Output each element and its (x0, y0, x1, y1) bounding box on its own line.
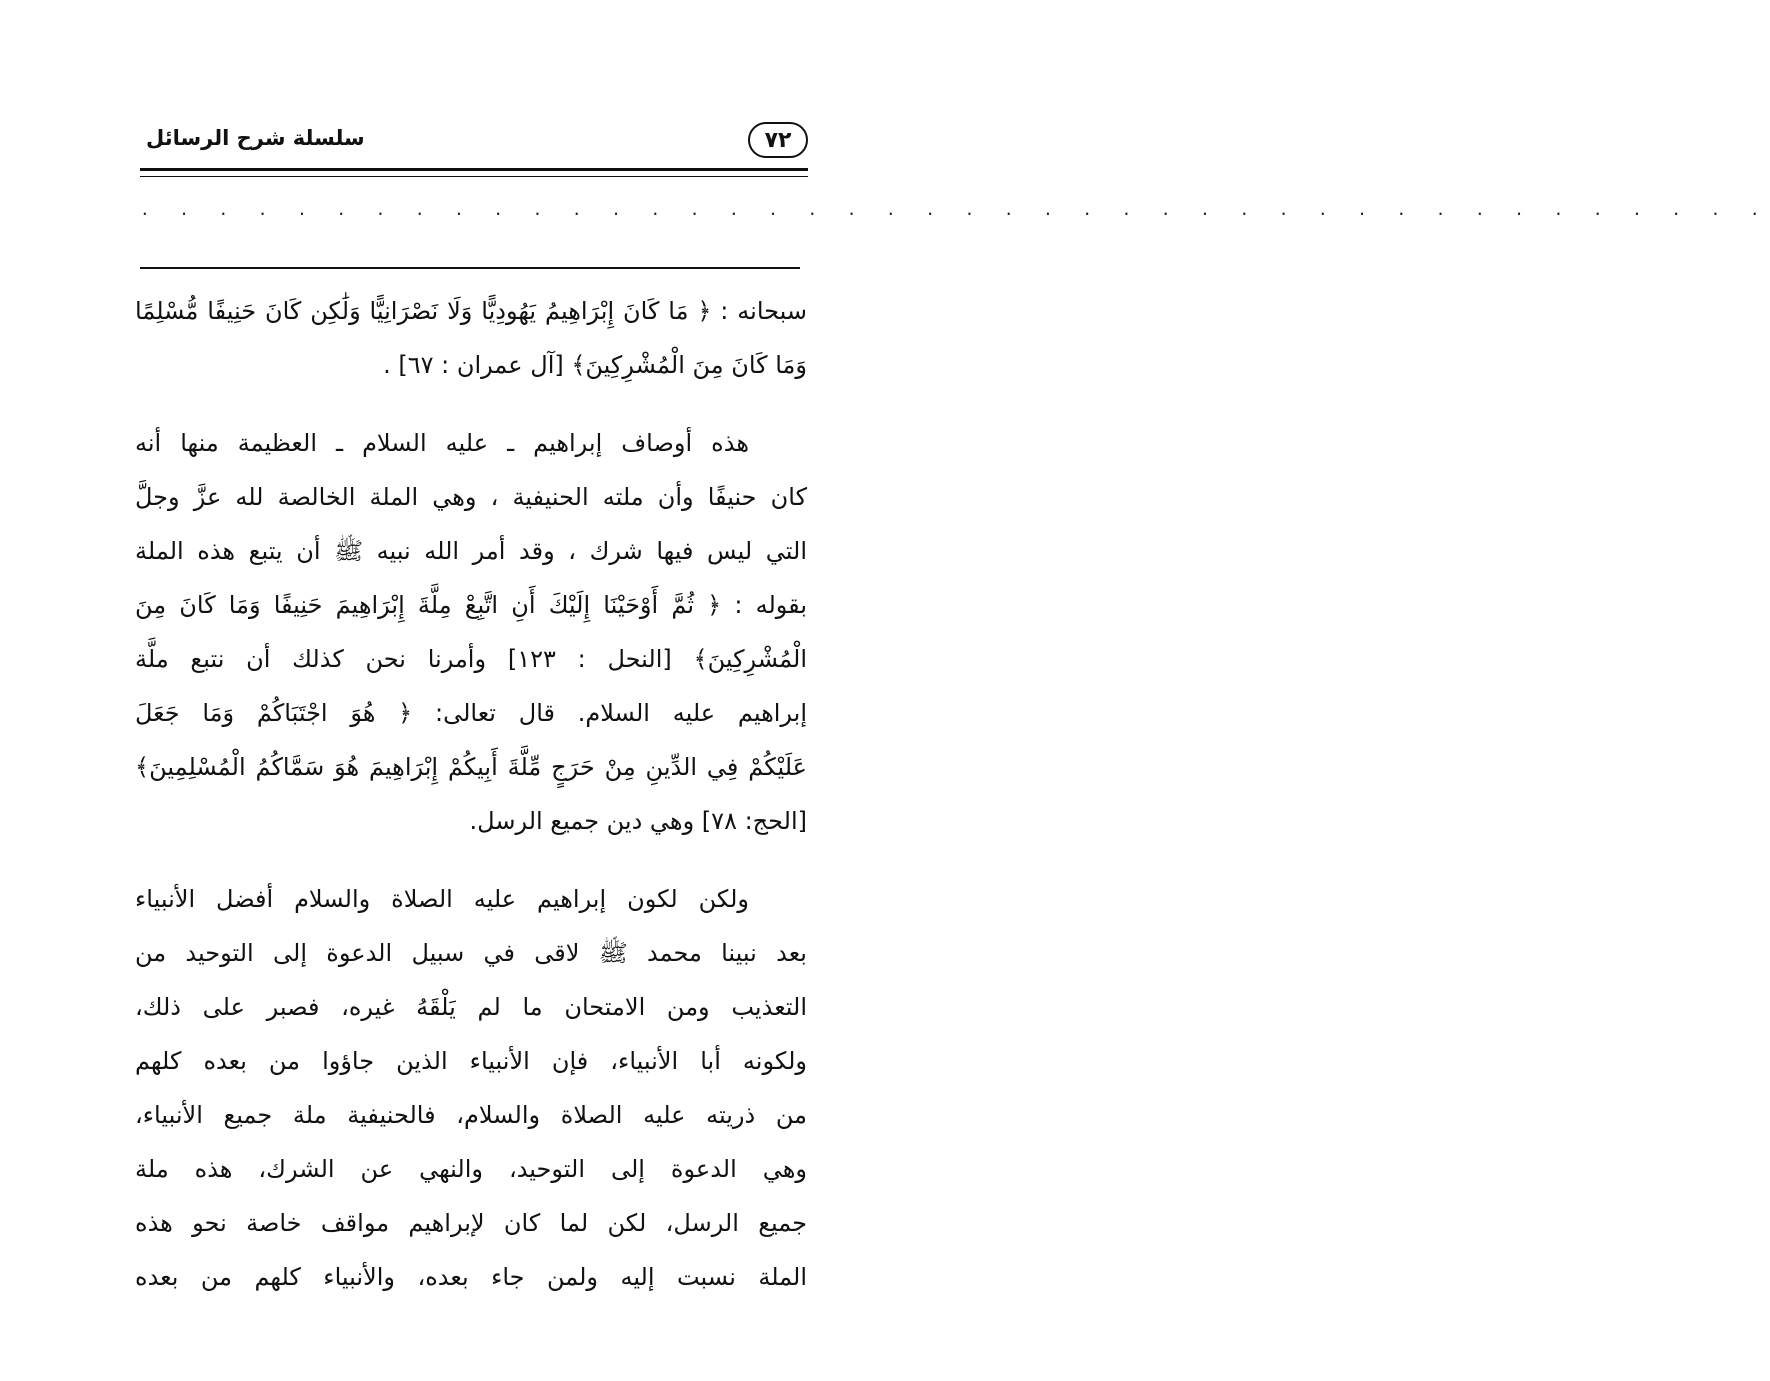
header-rule-thick (140, 168, 808, 171)
text-line: وهي الدعوة إلى التوحيد، والنهي عن الشرك، هذه ملة (135, 1155, 807, 1183)
text-line: إبراهيم عليه السلام. قال تعالى: ﴿ هُوَ اجْتَبَاكُمْ وَمَا جَعَلَ (135, 699, 807, 727)
paragraph-gap (135, 848, 807, 872)
section-rule (140, 267, 800, 269)
dotted-separator: . . . . . . . . . . . . . . . . . . . . . . . . . . . . . . . . . . . . . . . . . . (140, 200, 1770, 219)
text-line: وَمَا كَانَ مِنَ الْمُشْرِكِينَ﴾ [آل عمران : ٦٧] . (383, 351, 807, 379)
series-title: سلسلة شرح الرسائل (146, 126, 365, 150)
page-header (140, 118, 808, 168)
text-line: عَلَيْكُمْ فِي الدِّينِ مِنْ حَرَجٍ مِّلَّةَ أَبِيكُمْ إِبْرَاهِيمَ هُوَ سَمَّاكُمُ الْمُسْلِمِينَ﴾ (135, 753, 807, 781)
text-line: ولكن لكون إبراهيم عليه الصلاة والسلام أفضل الأنبياء (135, 885, 749, 913)
text-line: التي ليس فيها شرك ، وقد أمر الله نبيه ﷺ أن يتبع هذه الملة (135, 537, 807, 565)
text-line: هذه أوصاف إبراهيم ـ عليه السلام ـ العظيمة منها أنه (135, 429, 749, 457)
text-line: سبحانه : ﴿ مَا كَانَ إِبْرَاهِيمُ يَهُودِيًّا وَلَا نَصْرَانِيًّا وَلَٰكِن كَانَ حَنِيفًا مُّسْلِمًا (135, 297, 807, 325)
text-line: من ذريته عليه الصلاة والسلام، فالحنيفية ملة جميع الأنبياء، (135, 1101, 807, 1129)
paragraph-gap (135, 392, 807, 416)
text-line: بعد نبينا محمد ﷺ لاقى في سبيل الدعوة إلى التوحيد من (135, 939, 807, 967)
header-rule-thin (140, 176, 808, 177)
text-line: التعذيب ومن الامتحان ما لم يَلْقَهُ غيره، فصبر على ذلك، (135, 993, 807, 1021)
text-line: كان حنيفًا وأن ملته الحنيفية ، وهي الملة الخالصة لله عزَّ وجلَّ (135, 483, 807, 511)
text-line: الملة نسبت إليه ولمن جاء بعده، والأنبياء كلهم من بعده (135, 1263, 807, 1291)
text-line: الْمُشْرِكِينَ﴾ [النحل : ١٢٣] وأمرنا نحن كذلك أن نتبع ملَّة (135, 645, 808, 673)
body-text (135, 284, 807, 1304)
text-line: [الحج: ٧٨] وهي دين جميع الرسل. (469, 807, 807, 835)
text-line: جميع الرسل، لكن لما كان لإبراهيم مواقف خاصة نحو هذه (135, 1209, 807, 1237)
page-number-badge: ٧٢ (748, 122, 808, 158)
text-line: بقوله : ﴿ ثُمَّ أَوْحَيْنَا إِلَيْكَ أَنِ اتَّبِعْ مِلَّةَ إِبْرَاهِيمَ حَنِيفًا وَمَا كَانَ مِنَ (135, 591, 807, 619)
text-line: ولكونه أبا الأنبياء، فإن الأنبياء الذين جاؤوا من بعده كلهم (135, 1047, 807, 1075)
